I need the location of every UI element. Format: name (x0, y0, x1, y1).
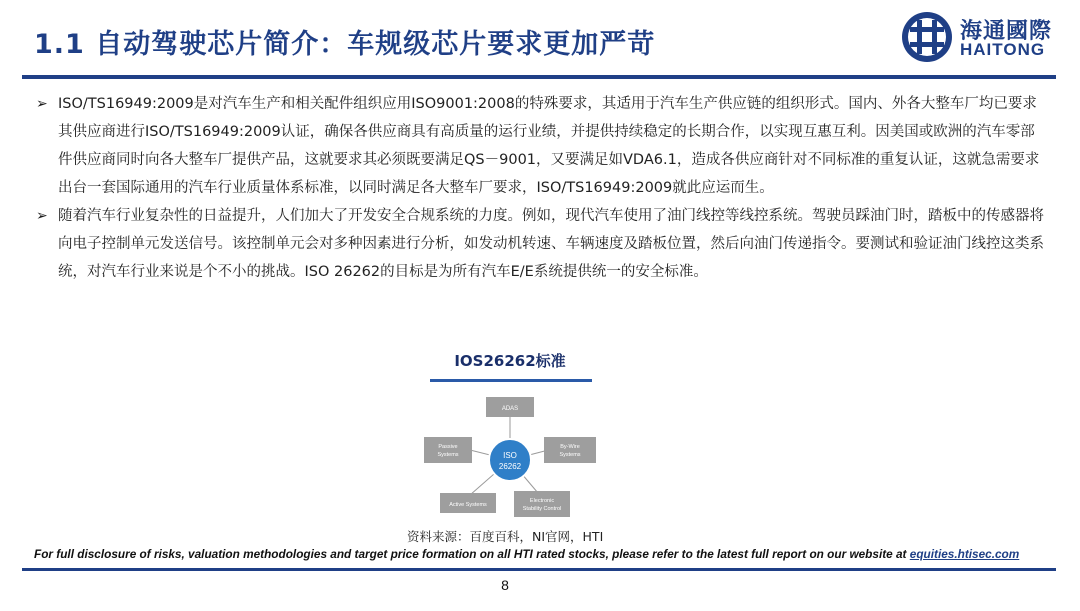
haitong-logo-icon (900, 10, 954, 64)
header-divider (22, 75, 1056, 79)
node-esc-label-1: Electronic (529, 498, 555, 504)
bullet-text: ISO/TS16949:2009是对汽车生产和相关配件组织应用ISO9001:2008的特殊要求，其适用于汽车生产供应链的组织形式。国内、外各大整车厂均已要求其供应商进行ISO/TS16949:2009认证，确保各供应商具有高质量的运行业绩，并提供持续稳定的长期合作，以实现互惠互利。因美国或欧洲的汽车零部件供应商同时向各大整车厂提供产品，这就要求其必须既要满足QS－9001，又要满足如VDA6.1，造成各供应商针对不同标准的重复认证，这就急需要求出台一套国际通用的汽车行业质量体系标准，以同时满足各大整车厂要求，ISO/TS16949:2009就此应运而生。 (58, 96, 1040, 196)
iso26262-diagram (410, 385, 610, 525)
body-content (34, 90, 1046, 286)
figure-source: 资料来源：百度百科，NI官网，HTI (407, 529, 604, 544)
figure-title-underline (430, 379, 592, 382)
bullet-iso-ts16949 (34, 90, 1046, 202)
logo-chinese-text: 海通國際 (960, 19, 1053, 44)
node-by-wire (544, 437, 596, 463)
disclaimer (34, 547, 1019, 561)
bullet-text: 随着汽车行业复杂性的日益提升，人们加大了开发安全合规系统的力度。例如，现代汽车使用了油门线控等线控系统。驾驶员踩油门时，踏板中的传感器将向电子控制单元发送信号。该控制单元会对多种因素进行分析，如发动机转速、车辆速度及踏板位置，然后向油门传递指令。要测试和验证油门线控这类系统，对汽车行业来说是个不小的挑战。ISO 26262的目标是为所有汽车E/E系统提供统一的安全标准。 (58, 208, 1044, 280)
center-label-2: 26262 (498, 462, 522, 471)
page-title: 1.1 自动驾驶芯片简介：车规级芯片要求更加严苛 (34, 29, 656, 60)
node-by-wire-label-2: Systems (559, 452, 581, 458)
node-passive-label-2: Systems (437, 452, 459, 458)
node-electronic-stability (514, 491, 570, 517)
arrow-bullet-icon: ➢ (36, 96, 48, 112)
footer-divider (22, 568, 1056, 571)
center-label-1: ISO (503, 451, 517, 460)
haitong-logo (900, 10, 1070, 64)
node-passive-label-1: Passive (438, 444, 458, 450)
logo-english-text: HAITONG (960, 40, 1046, 59)
figure-title: IOS26262标准 (454, 352, 566, 370)
node-adas-label: ADAS (501, 406, 519, 412)
arrow-bullet-icon: ➢ (36, 208, 48, 224)
website-link[interactable]: equities.htisec.com (909, 547, 1020, 561)
node-iso26262-center (489, 439, 531, 481)
page-number: 8 (501, 577, 509, 593)
node-passive-systems (424, 437, 472, 463)
node-active-systems-label: Active Systems (449, 502, 487, 508)
node-esc-label-2: Stability Control (522, 506, 562, 512)
node-by-wire-label-1: By-Wire (560, 444, 580, 450)
bullet-iso-26262 (34, 202, 1046, 286)
disclaimer-text: For full disclosure of risks, valuation methodologies and target price formation on all HTI rated stocks, please refer to the latest full report on our website at (34, 547, 910, 561)
